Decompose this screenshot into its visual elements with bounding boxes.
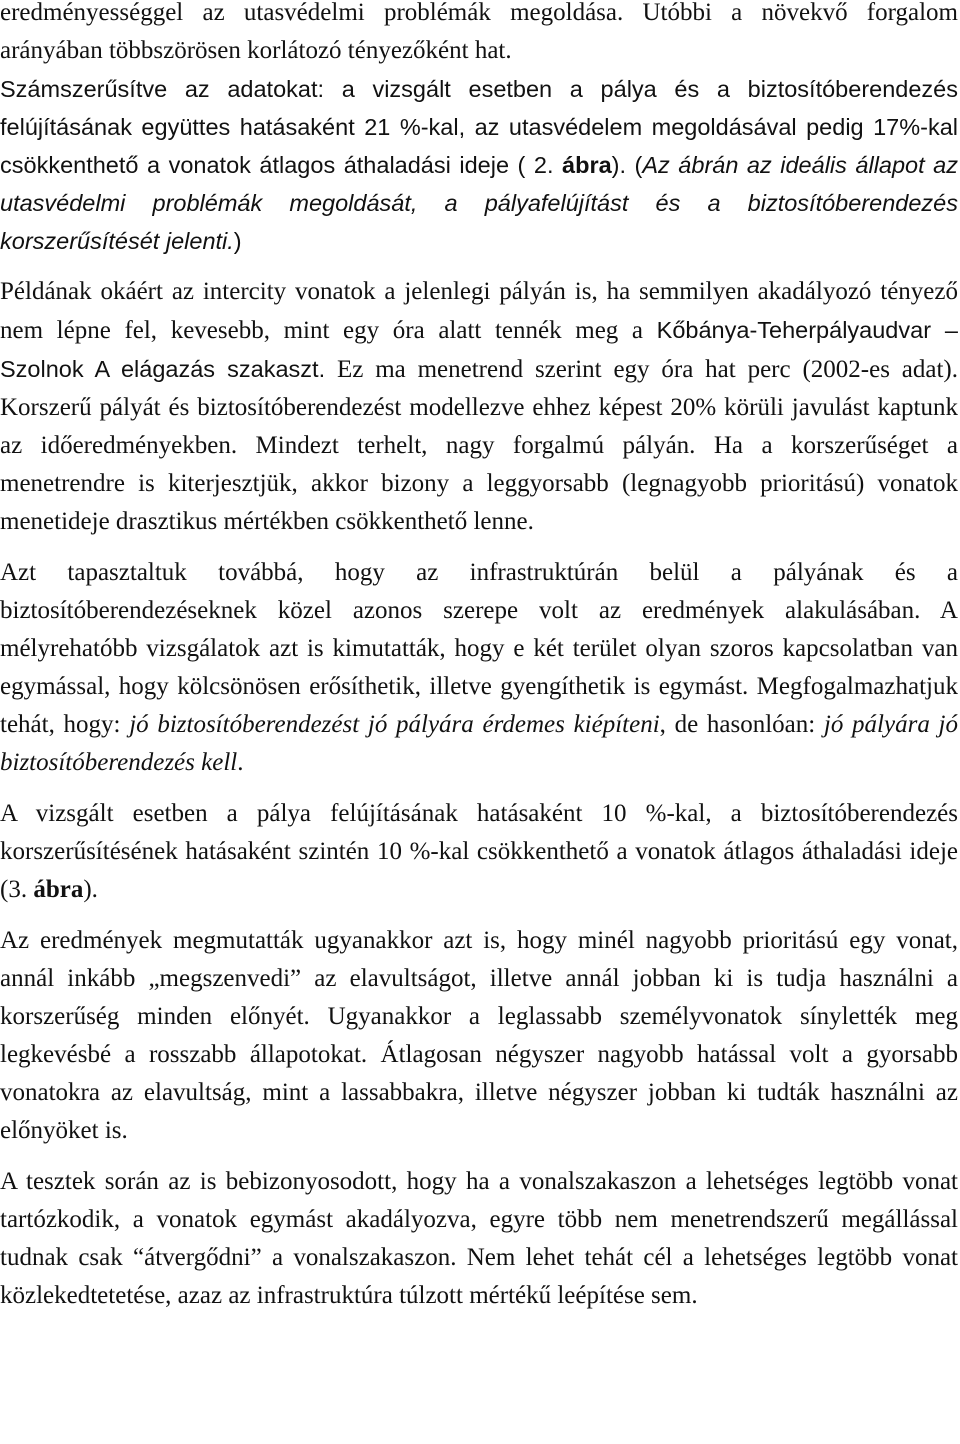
paragraph-2-closing: )	[233, 228, 242, 254]
paragraph-4-text: Azt tapasztaltuk továbbá, hogy az infrastruktúrán belül a pályának és a biztosítóberendezéseknek közel azonos szerepe volt az eredmények alakulásában. A mélyrehatóbb vizsgálatok azt is kimutatták, hogy e két terület olyan szoros kapcsolatban van egymással, hogy kölcsönösen erősíthetik, illetve gyengíthetik is egymást. Megfogalmazhatjuk tehát, hogy:	[0, 559, 958, 738]
paragraph-2-text: Számszerűsítve az adatokat: a vizsgált esetben a pálya és a biztosítóberendezés felújításának együttes hatásaként 21 %-kal, az utasvédelem megoldásával pedig 17%-kal csökkenthető a vonatok átlagos áthaladási ideje ( 2.	[0, 76, 958, 178]
paragraph-3	[0, 273, 958, 541]
figure-reference-2: ábra	[562, 152, 612, 178]
paragraph-4	[0, 554, 958, 782]
paragraph-3-text: Példának okáért az intercity vonatok a jelenlegi pályán is, ha semmilyen akadályozó tényező nem lépne fel, kevesebb, mint egy óra alatt tennék meg a	[0, 278, 958, 344]
paragraph-3-text-cont: Ez ma menetrend szerint egy óra hat perc (2002-es adat). Korszerű pályát és biztosítóberendezést modellezve ehhez képest 20% körüli javulást kaptunk az időeredményekben. Mindezt terhelt, nagy forgalmú pályán. Ha a korszerűséget a menetrendre is kiterjesztjük, akkor bizony a leggyorsabb (legnagyobb prioritású) vonatok menetideje drasztikus mértékben csökkenthető lenne.	[0, 356, 958, 535]
paragraph-6	[0, 922, 958, 1150]
paragraph-2	[0, 70, 958, 260]
paragraph-1-text: eredményességgel az utasvédelmi problémák megoldása. Utóbbi a növekvő forgalom arányában többszörösen korlátozó tényezőként hat.	[0, 0, 958, 64]
paragraph-2-text-cont: ). (	[611, 152, 643, 178]
paragraph-7-text: A tesztek során az is bebizonyosodott, hogy ha a vonalszakaszon a lehetséges legtöbb vonat tartózkodik, a vonatok egymást akadályozva, egyre több nem menetrendszerű megállással tudnak csak “átvergődni” a vonalszakaszon. Nem lehet tehát cél a lehetséges legtöbb vonat közlekedtetetése, azaz az infrastruktúra túlzott mértékű leépítése sem.	[0, 1168, 958, 1309]
paragraph-5	[0, 795, 958, 909]
emphasis-statement-1: jó biztosítóberendezést jó pályára érdemes kiépíteni	[129, 711, 660, 738]
route-segment-name: Kőbánya-Teherpályaudvar – Szolnok A elágazás szakaszt.	[0, 317, 958, 382]
figure-reference-3: ábra	[33, 876, 84, 903]
paragraph-5-text: A vizsgált esetben a pálya felújításának hatásaként 10 %-kal, a biztosítóberendezés korszerűsítésének hatásaként szintén 10 %-kal csökkenthető a vonatok átlagos áthaladási ideje (3.	[0, 800, 958, 903]
emphasis-statement-2: jó pályára jó biztosítóberendezés kell	[0, 711, 958, 776]
paragraph-4-closing: .	[237, 749, 244, 776]
figure-caption-note: Az ábrán az ideális állapot az utasvédelmi problémák megoldását, a pályafelújítást és a biztosítóberendezés korszerűsítését jelenti.	[0, 152, 958, 254]
paragraph-6-text: Az eredmények megmutatták ugyanakkor azt is, hogy minél nagyobb prioritású egy vonat, annál inkább „megszenvedi” az elavultságot, illetve annál jobban ki is tudja használni a korszerűség minden előnyét. Ugyanakkor a leglassabb személyvonatok sínylették meg legkevésbé a rosszabb állapotokat. Átlagosan négyszer nagyobb hatással volt a gyorsabb vonatokra az elavultság, mint a lassabbakra, illetve négyszer jobban ki tudták használni az előnyöket is.	[0, 927, 958, 1144]
paragraph-4-text-cont: , de hasonlóan:	[659, 711, 824, 738]
paragraph-5-closing: ).	[83, 876, 98, 903]
paragraph-7	[0, 1163, 958, 1315]
paragraph-1	[0, 0, 958, 70]
